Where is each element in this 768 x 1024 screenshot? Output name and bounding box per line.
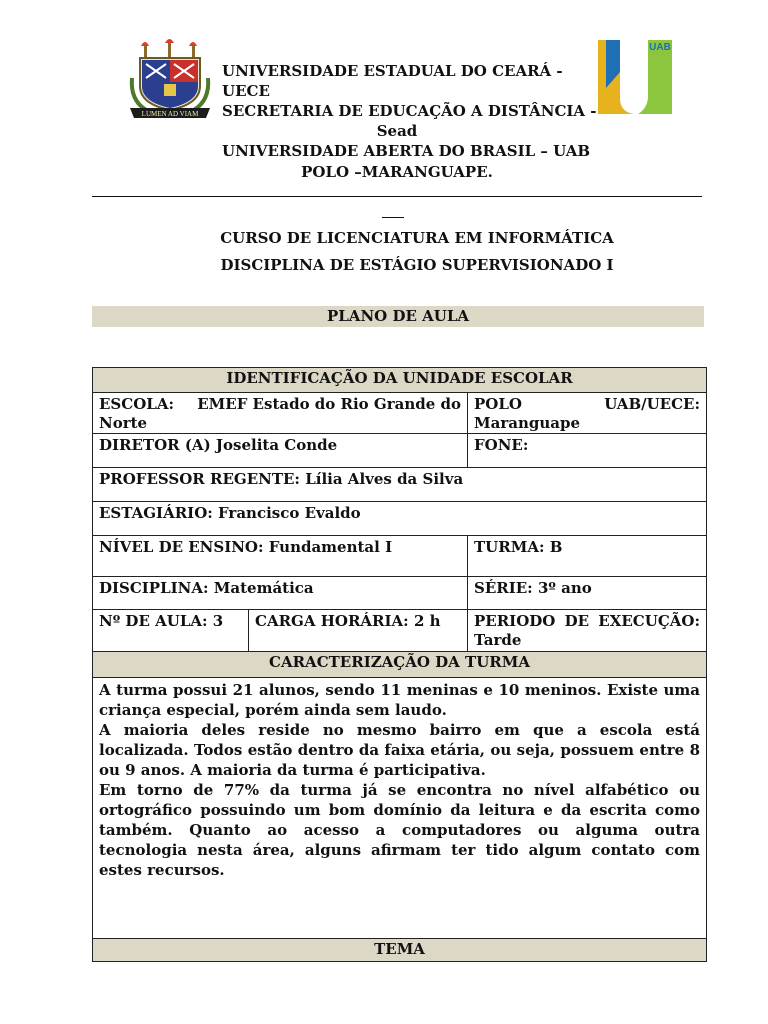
estagiario-cell: ESTAGIÁRIO: Francisco Evaldo — [93, 502, 707, 536]
university-seal-logo — [126, 38, 214, 120]
escola-cell: ESCOLA: EMEF Estado do Rio Grande do Norte — [93, 393, 468, 434]
caracterizacao-paragraph-1: A turma possui 21 alunos, sendo 11 meninas e 10 meninos. Existe uma criança especial, porém ainda sem laudo. — [99, 681, 701, 719]
caracterizacao-text — [93, 678, 707, 939]
course-title: CURSO DE LICENCIATURA EM INFORMÁTICA — [220, 229, 614, 247]
identification-table — [92, 367, 707, 962]
aula-cell: Nº DE AULA: 3 — [93, 610, 249, 652]
header-line-4: POLO –MARANGUAPE. — [301, 163, 493, 181]
header-line-2-cont: Sead — [376, 122, 418, 140]
serie-cell: SÉRIE: 3º ano — [468, 577, 707, 610]
header-rule-end — [382, 217, 404, 218]
fone-cell: FONE: — [468, 434, 707, 468]
caracterizacao-paragraph-2: A maioria deles reside no mesmo bairro em que a escola está localizada. Todos estão dentro da faixa etária, ou seja, possuem entre 8 ou 9 anos. A maioria da turma é participativa. — [99, 721, 701, 779]
caracterizacao-paragraph-3: Em torno de 77% da turma já se encontra no nível alfabético ou ortográfico possuindo um bom domínio da leitura e da escrita como também. Quanto ao acesso a computadores ou alguma outra tecnologia nesta área, alguns afirmam ter tido algum contato com estes recursos. — [99, 781, 701, 879]
uab-logo-text: UAB — [649, 42, 671, 53]
section-identification: IDENTIFICAÇÃO DA UNIDADE ESCOLAR — [93, 368, 707, 393]
disciplina-cell: DISCIPLINA: Matemática — [93, 577, 468, 610]
escola-value: EMEF Estado do Rio Grande do — [197, 395, 461, 413]
plan-title: PLANO DE AULA — [92, 306, 704, 327]
header-rule — [92, 196, 702, 197]
header-line-1-cont: UECE — [222, 82, 270, 100]
polo-cell: POLO UAB/UECE: Maranguape — [468, 393, 707, 434]
header-line-2: SECRETARIA DE EDUCAÇÃO A DISTÂNCIA - — [222, 102, 597, 120]
uab-logo — [598, 38, 674, 116]
diretor-cell: DIRETOR (A) Joselita Conde — [93, 434, 468, 468]
professor-cell: PROFESSOR REGENTE: Lília Alves da Silva — [93, 468, 707, 502]
section-caracterizacao: CARACTERIZAÇÃO DA TURMA — [93, 652, 707, 678]
turma-cell: TURMA: B — [468, 536, 707, 577]
seal-motto: LUMEN AD VIAM — [141, 110, 199, 118]
section-tema: TEMA — [93, 939, 707, 962]
header-line-3: UNIVERSIDADE ABERTA DO BRASIL – UAB — [222, 142, 591, 160]
discipline-title: DISCIPLINA DE ESTÁGIO SUPERVISIONADO I — [220, 256, 614, 274]
periodo-cell: PERIODO DE EXECUÇÃO: Tarde — [468, 610, 707, 652]
header-line-1: UNIVERSIDADE ESTADUAL DO CEARÁ - — [222, 62, 563, 80]
carga-cell: CARGA HORÁRIA: 2 h — [249, 610, 468, 652]
nivel-cell: NÍVEL DE ENSINO: Fundamental I — [93, 536, 468, 577]
